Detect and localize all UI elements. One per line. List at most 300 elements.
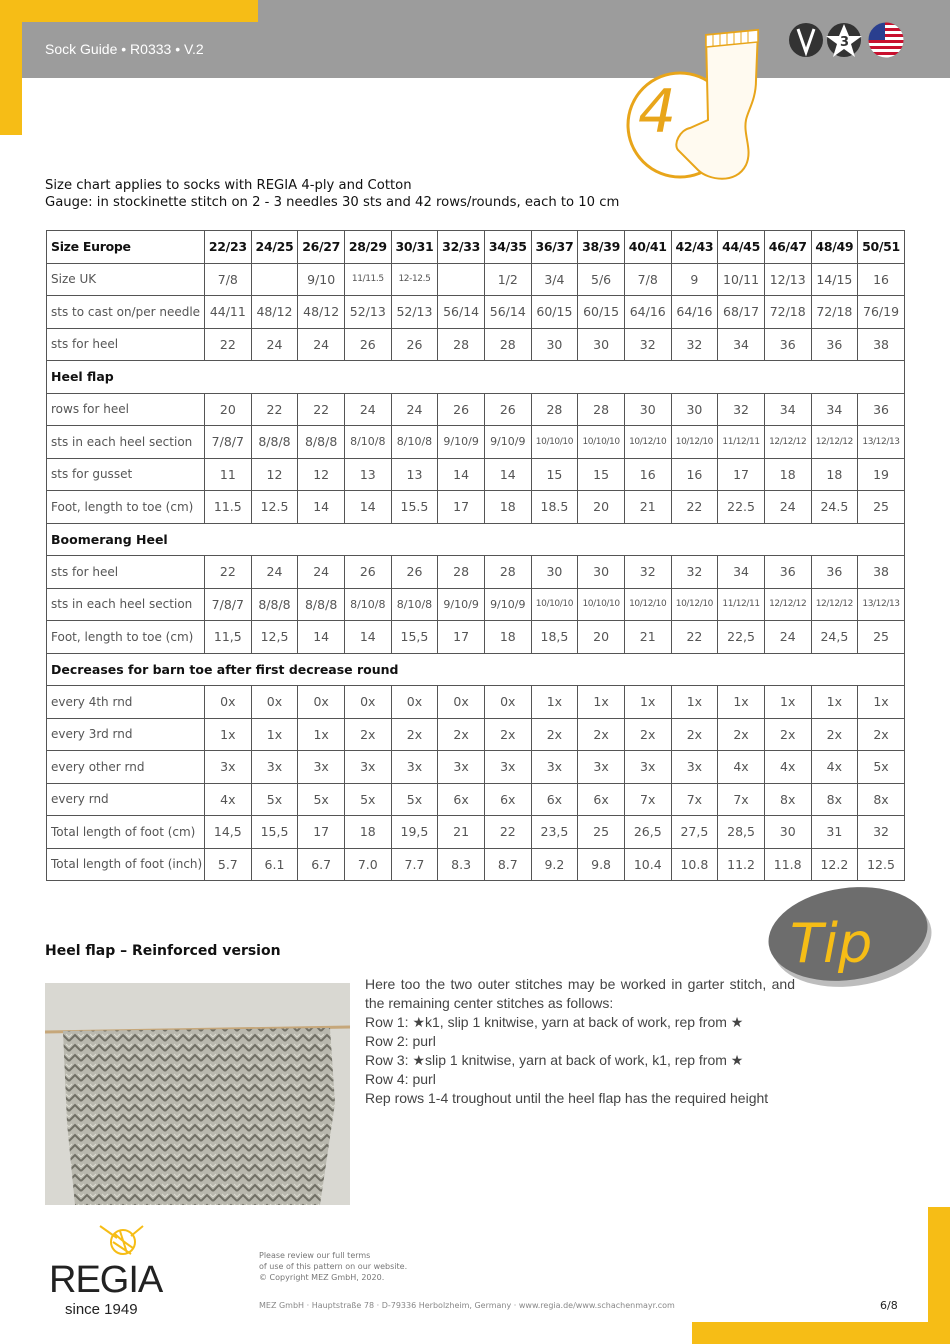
row-label: Foot, length to toe (cm) bbox=[47, 621, 205, 654]
table-cell: 20 bbox=[578, 491, 625, 524]
table-cell: 1x bbox=[624, 686, 671, 719]
table-cell bbox=[438, 263, 485, 296]
size-header: 30/31 bbox=[391, 231, 438, 264]
table-cell: 4x bbox=[811, 751, 858, 784]
table-cell: 26 bbox=[484, 393, 531, 426]
table-cell: 11/12/11 bbox=[718, 588, 765, 621]
table-cell: 30 bbox=[578, 556, 625, 589]
table-cell: 6x bbox=[484, 783, 531, 816]
table-cell: 22 bbox=[484, 816, 531, 849]
table-cell: 3x bbox=[578, 751, 625, 784]
table-cell: 25 bbox=[858, 621, 905, 654]
table-cell: 10/12/10 bbox=[624, 426, 671, 459]
table-cell: 36 bbox=[811, 556, 858, 589]
document-title: Sock Guide • R0333 • V.2 bbox=[45, 41, 204, 57]
table-row bbox=[47, 686, 905, 719]
table-cell: 6.1 bbox=[251, 848, 298, 881]
table-cell: 10/11 bbox=[718, 263, 765, 296]
table-cell: 25 bbox=[578, 816, 625, 849]
heel-intro-text: Here too the two outer stitches may be worked in garter stitch, and the remaining center stitches as follows: bbox=[365, 976, 795, 1011]
row-label: sts in each heel section bbox=[47, 588, 205, 621]
table-cell: 9/10/9 bbox=[484, 588, 531, 621]
table-cell: 8/10/8 bbox=[344, 588, 391, 621]
footer-address: MEZ GmbH · Hauptstraße 78 · D-79336 Herbolzheim, Germany · www.regia.de/www.schachenmayr.com bbox=[259, 1301, 675, 1310]
sock-illustration bbox=[618, 20, 768, 190]
table-cell: 24 bbox=[251, 328, 298, 361]
table-cell: 9.2 bbox=[531, 848, 578, 881]
table-row bbox=[47, 588, 905, 621]
table-cell: 1x bbox=[298, 718, 345, 751]
table-cell: 6.7 bbox=[298, 848, 345, 881]
table-cell: 68/17 bbox=[718, 296, 765, 329]
table-cell: 7x bbox=[624, 783, 671, 816]
table-cell: 3x bbox=[251, 751, 298, 784]
heel-flap-title: Heel flap – Reinforced version bbox=[45, 943, 281, 959]
table-cell: 5.7 bbox=[205, 848, 252, 881]
table-cell: 12/12/12 bbox=[764, 426, 811, 459]
row-label: sts in each heel section bbox=[47, 426, 205, 459]
table-cell: 2x bbox=[484, 718, 531, 751]
footer-terms-note bbox=[259, 1250, 407, 1283]
table-cell: 2x bbox=[764, 718, 811, 751]
table-cell: 7/8/7 bbox=[205, 588, 252, 621]
table-cell: 18.5 bbox=[531, 491, 578, 524]
table-cell: 32 bbox=[624, 556, 671, 589]
table-cell: 2x bbox=[718, 718, 765, 751]
table-cell: 30 bbox=[531, 328, 578, 361]
table-cell: 26 bbox=[391, 328, 438, 361]
table-cell: 22,5 bbox=[718, 621, 765, 654]
table-row bbox=[47, 783, 905, 816]
size-header: 44/45 bbox=[718, 231, 765, 264]
table-cell: 11.5 bbox=[205, 491, 252, 524]
table-row bbox=[47, 458, 905, 491]
table-cell: 26 bbox=[344, 556, 391, 589]
row-label: rows for heel bbox=[47, 393, 205, 426]
table-cell: 6x bbox=[531, 783, 578, 816]
table-cell: 32 bbox=[671, 556, 718, 589]
table-row bbox=[47, 816, 905, 849]
table-cell: 14 bbox=[438, 458, 485, 491]
table-cell: 1x bbox=[858, 686, 905, 719]
size-header: 36/37 bbox=[531, 231, 578, 264]
difficulty-level: 3 bbox=[840, 35, 850, 50]
table-cell: 14 bbox=[298, 491, 345, 524]
table-cell: 8/10/8 bbox=[344, 426, 391, 459]
table-cell: 11.2 bbox=[718, 848, 765, 881]
size-header: 24/25 bbox=[251, 231, 298, 264]
table-cell: 14 bbox=[298, 621, 345, 654]
table-cell: 38 bbox=[858, 556, 905, 589]
table-cell: 4x bbox=[764, 751, 811, 784]
table-cell: 8/8/8 bbox=[298, 426, 345, 459]
table-cell: 8.3 bbox=[438, 848, 485, 881]
table-cell: 9/10/9 bbox=[438, 426, 485, 459]
header-label: Size Europe bbox=[47, 231, 205, 264]
heel-flap-instructions bbox=[365, 975, 795, 1108]
heel-row-4: Row 4: purl bbox=[365, 1071, 436, 1087]
table-cell: 13/12/13 bbox=[858, 426, 905, 459]
table-cell: 10/10/10 bbox=[531, 426, 578, 459]
table-cell: 13/12/13 bbox=[858, 588, 905, 621]
table-cell: 9/10/9 bbox=[484, 426, 531, 459]
logo-brand: REGIA bbox=[49, 1259, 163, 1301]
footer-note-line-1: Please review our full terms bbox=[259, 1251, 371, 1260]
table-cell: 18 bbox=[344, 816, 391, 849]
table-row bbox=[47, 328, 905, 361]
row-label: Foot, length to toe (cm) bbox=[47, 491, 205, 524]
table-cell: 16 bbox=[858, 263, 905, 296]
table-cell: 10/10/10 bbox=[578, 588, 625, 621]
table-cell: 12/12/12 bbox=[811, 588, 858, 621]
table-cell: 31 bbox=[811, 816, 858, 849]
table-cell: 56/14 bbox=[484, 296, 531, 329]
table-cell: 76/19 bbox=[858, 296, 905, 329]
us-flag-icon bbox=[868, 22, 904, 58]
size-header: 42/43 bbox=[671, 231, 718, 264]
table-cell: 7/8 bbox=[205, 263, 252, 296]
row-label: sts for gusset bbox=[47, 458, 205, 491]
table-cell: 12-12.5 bbox=[391, 263, 438, 296]
table-cell: 56/14 bbox=[438, 296, 485, 329]
accent-bar-left bbox=[0, 0, 22, 135]
table-cell: 1x bbox=[764, 686, 811, 719]
table-cell: 3x bbox=[438, 751, 485, 784]
table-cell: 9.8 bbox=[578, 848, 625, 881]
table-cell: 30 bbox=[531, 556, 578, 589]
table-cell: 34 bbox=[811, 393, 858, 426]
table-row bbox=[47, 296, 905, 329]
table-row bbox=[47, 556, 905, 589]
table-cell: 72/18 bbox=[811, 296, 858, 329]
table-row bbox=[47, 426, 905, 459]
size-header: 34/35 bbox=[484, 231, 531, 264]
table-cell: 30 bbox=[764, 816, 811, 849]
table-cell: 9/10/9 bbox=[438, 588, 485, 621]
table-cell: 72/18 bbox=[764, 296, 811, 329]
table-cell: 34 bbox=[764, 393, 811, 426]
section-boomerang-heel-label: Boomerang Heel bbox=[47, 523, 905, 556]
table-cell: 36 bbox=[858, 393, 905, 426]
table-cell: 7x bbox=[718, 783, 765, 816]
table-cell: 36 bbox=[764, 328, 811, 361]
table-cell: 11/12/11 bbox=[718, 426, 765, 459]
table-cell: 21 bbox=[624, 621, 671, 654]
size-header: 50/51 bbox=[858, 231, 905, 264]
table-cell: 5x bbox=[391, 783, 438, 816]
table-cell: 1x bbox=[531, 686, 578, 719]
table-cell: 22 bbox=[251, 393, 298, 426]
table-cell: 28 bbox=[484, 328, 531, 361]
table-cell: 28 bbox=[438, 556, 485, 589]
size-header: 32/33 bbox=[438, 231, 485, 264]
row-label: every 4th rnd bbox=[47, 686, 205, 719]
table-cell: 1x bbox=[578, 686, 625, 719]
table-cell: 8/8/8 bbox=[251, 588, 298, 621]
table-cell: 16 bbox=[624, 458, 671, 491]
table-cell: 17 bbox=[298, 816, 345, 849]
table-cell: 30 bbox=[624, 393, 671, 426]
table-row bbox=[47, 718, 905, 751]
table-cell: 13 bbox=[344, 458, 391, 491]
badge-icons bbox=[788, 20, 908, 60]
table-cell: 11.8 bbox=[764, 848, 811, 881]
table-cell: 34 bbox=[718, 556, 765, 589]
table-cell: 23,5 bbox=[531, 816, 578, 849]
table-cell: 32 bbox=[624, 328, 671, 361]
table-cell: 14 bbox=[344, 621, 391, 654]
table-cell: 20 bbox=[578, 621, 625, 654]
table-cell: 18 bbox=[484, 491, 531, 524]
table-cell: 28 bbox=[484, 556, 531, 589]
table-cell: 24 bbox=[251, 556, 298, 589]
table-cell: 3x bbox=[484, 751, 531, 784]
table-cell: 12.2 bbox=[811, 848, 858, 881]
table-cell: 3x bbox=[531, 751, 578, 784]
table-cell: 5x bbox=[858, 751, 905, 784]
size-header: 22/23 bbox=[205, 231, 252, 264]
table-cell: 11 bbox=[205, 458, 252, 491]
table-cell: 5x bbox=[251, 783, 298, 816]
table-row bbox=[47, 848, 905, 881]
row-label: Total length of foot (inch) bbox=[47, 848, 205, 881]
table-cell: 15,5 bbox=[251, 816, 298, 849]
table-cell: 26 bbox=[391, 556, 438, 589]
table-cell: 12 bbox=[298, 458, 345, 491]
table-cell: 16 bbox=[671, 458, 718, 491]
table-cell: 11,5 bbox=[205, 621, 252, 654]
table-cell: 3x bbox=[205, 751, 252, 784]
table-header-row bbox=[47, 231, 905, 264]
table-cell: 36 bbox=[811, 328, 858, 361]
table-cell: 34 bbox=[718, 328, 765, 361]
table-row bbox=[47, 263, 905, 296]
table-cell: 0x bbox=[251, 686, 298, 719]
table-cell: 17 bbox=[438, 491, 485, 524]
table-cell: 3x bbox=[671, 751, 718, 784]
table-cell: 21 bbox=[624, 491, 671, 524]
table-cell: 24 bbox=[391, 393, 438, 426]
table-cell: 17 bbox=[718, 458, 765, 491]
table-cell: 0x bbox=[344, 686, 391, 719]
table-cell: 2x bbox=[391, 718, 438, 751]
table-cell: 24,5 bbox=[811, 621, 858, 654]
table-cell: 14 bbox=[484, 458, 531, 491]
table-cell: 27,5 bbox=[671, 816, 718, 849]
table-cell: 8.7 bbox=[484, 848, 531, 881]
row-label: sts for heel bbox=[47, 556, 205, 589]
table-cell: 14/15 bbox=[811, 263, 858, 296]
table-cell: 2x bbox=[438, 718, 485, 751]
table-cell: 10.4 bbox=[624, 848, 671, 881]
table-cell: 30 bbox=[578, 328, 625, 361]
row-label: sts to cast on/per needle bbox=[47, 296, 205, 329]
footer-copyright: © Copyright MEZ GmbH, 2020. bbox=[259, 1273, 385, 1282]
table-cell: 4x bbox=[205, 783, 252, 816]
table-cell: 24 bbox=[764, 621, 811, 654]
table-cell: 2x bbox=[858, 718, 905, 751]
row-label: sts for heel bbox=[47, 328, 205, 361]
table-cell: 60/15 bbox=[531, 296, 578, 329]
table-cell: 10/10/10 bbox=[578, 426, 625, 459]
accent-bar-top bbox=[0, 0, 258, 22]
chart-intro bbox=[45, 177, 619, 211]
table-cell: 24 bbox=[298, 556, 345, 589]
table-cell: 12.5 bbox=[858, 848, 905, 881]
table-cell: 9 bbox=[671, 263, 718, 296]
table-cell: 1/2 bbox=[484, 263, 531, 296]
table-cell: 22 bbox=[671, 621, 718, 654]
table-cell: 3x bbox=[391, 751, 438, 784]
sock-number: 4 bbox=[638, 77, 677, 147]
intro-gauge-line: Gauge: in stockinette stitch on 2 - 3 needles 30 sts and 42 rows/rounds, each to 10 cm bbox=[45, 195, 620, 210]
table-cell: 22 bbox=[298, 393, 345, 426]
table-cell: 24 bbox=[298, 328, 345, 361]
table-cell: 10.8 bbox=[671, 848, 718, 881]
table-cell: 24.5 bbox=[811, 491, 858, 524]
table-cell: 6x bbox=[438, 783, 485, 816]
table-cell: 3x bbox=[344, 751, 391, 784]
table-cell: 19,5 bbox=[391, 816, 438, 849]
table-cell: 32 bbox=[858, 816, 905, 849]
table-cell: 24 bbox=[764, 491, 811, 524]
table-cell: 5x bbox=[344, 783, 391, 816]
table-cell: 2x bbox=[671, 718, 718, 751]
table-cell: 48/12 bbox=[251, 296, 298, 329]
table-cell: 20 bbox=[205, 393, 252, 426]
table-cell: 0x bbox=[438, 686, 485, 719]
table-cell: 64/16 bbox=[624, 296, 671, 329]
table-cell: 6x bbox=[578, 783, 625, 816]
table-cell: 8x bbox=[811, 783, 858, 816]
table-cell: 12/12/12 bbox=[811, 426, 858, 459]
logo-since: since 1949 bbox=[65, 1301, 138, 1318]
table-cell: 12.5 bbox=[251, 491, 298, 524]
table-cell: 5/6 bbox=[578, 263, 625, 296]
table-cell: 7.0 bbox=[344, 848, 391, 881]
table-cell: 22 bbox=[671, 491, 718, 524]
size-header: 28/29 bbox=[344, 231, 391, 264]
section-decreases bbox=[47, 653, 905, 686]
table-cell: 2x bbox=[811, 718, 858, 751]
table-cell: 60/15 bbox=[578, 296, 625, 329]
table-cell: 0x bbox=[298, 686, 345, 719]
table-cell: 10/12/10 bbox=[671, 426, 718, 459]
section-heel-flap-label: Heel flap bbox=[47, 361, 905, 394]
table-cell: 0x bbox=[391, 686, 438, 719]
table-cell: 8/8/8 bbox=[251, 426, 298, 459]
table-cell: 0x bbox=[484, 686, 531, 719]
table-cell: 0x bbox=[205, 686, 252, 719]
table-row bbox=[47, 751, 905, 784]
table-cell: 8/10/8 bbox=[391, 426, 438, 459]
table-cell: 25 bbox=[858, 491, 905, 524]
table-cell: 28 bbox=[438, 328, 485, 361]
table-cell: 22.5 bbox=[718, 491, 765, 524]
row-label: Total length of foot (cm) bbox=[47, 816, 205, 849]
table-cell: 9/10 bbox=[298, 263, 345, 296]
table-cell: 3x bbox=[298, 751, 345, 784]
table-cell: 1x bbox=[811, 686, 858, 719]
size-header: 26/27 bbox=[298, 231, 345, 264]
table-cell: 1x bbox=[671, 686, 718, 719]
knitted-swatch-photo bbox=[45, 983, 350, 1205]
size-header: 38/39 bbox=[578, 231, 625, 264]
table-cell: 12 bbox=[251, 458, 298, 491]
table-cell: 1x bbox=[718, 686, 765, 719]
table-cell: 52/13 bbox=[391, 296, 438, 329]
heel-row-3: Row 3: ★slip 1 knitwise, yarn at back of work, k1, rep from ★ bbox=[365, 1052, 744, 1068]
table-cell: 48/12 bbox=[298, 296, 345, 329]
size-header: 40/41 bbox=[624, 231, 671, 264]
table-cell: 10/10/10 bbox=[531, 588, 578, 621]
table-cell: 12,5 bbox=[251, 621, 298, 654]
row-label: Size UK bbox=[47, 263, 205, 296]
table-cell: 18 bbox=[484, 621, 531, 654]
table-cell: 38 bbox=[858, 328, 905, 361]
table-cell: 10/12/10 bbox=[671, 588, 718, 621]
table-cell: 18,5 bbox=[531, 621, 578, 654]
table-cell: 22 bbox=[205, 556, 252, 589]
table-cell: 8x bbox=[764, 783, 811, 816]
table-cell: 8/8/8 bbox=[298, 588, 345, 621]
table-cell: 28,5 bbox=[718, 816, 765, 849]
table-cell: 64/16 bbox=[671, 296, 718, 329]
row-label: every other rnd bbox=[47, 751, 205, 784]
table-cell: 28 bbox=[578, 393, 625, 426]
difficulty-star-icon bbox=[826, 23, 862, 57]
table-row bbox=[47, 393, 905, 426]
section-boomerang-heel bbox=[47, 523, 905, 556]
table-cell: 26,5 bbox=[624, 816, 671, 849]
table-cell: 18 bbox=[764, 458, 811, 491]
size-header: 46/47 bbox=[764, 231, 811, 264]
table-cell: 24 bbox=[344, 393, 391, 426]
heel-row-2: Row 2: purl bbox=[365, 1033, 436, 1049]
tip-label: Tip bbox=[790, 912, 873, 975]
table-cell: 14,5 bbox=[205, 816, 252, 849]
needles-icon bbox=[789, 23, 823, 57]
table-cell: 26 bbox=[344, 328, 391, 361]
table-cell: 32 bbox=[718, 393, 765, 426]
table-cell: 52/13 bbox=[344, 296, 391, 329]
table-cell: 12/12/12 bbox=[764, 588, 811, 621]
table-cell: 19 bbox=[858, 458, 905, 491]
size-chart-table bbox=[46, 230, 905, 881]
row-label: every 3rd rnd bbox=[47, 718, 205, 751]
intro-line-1: Size chart applies to socks with REGIA 4-ply and Cotton bbox=[45, 178, 412, 193]
table-cell: 4x bbox=[718, 751, 765, 784]
table-cell: 26 bbox=[438, 393, 485, 426]
table-cell: 3/4 bbox=[531, 263, 578, 296]
table-cell: 2x bbox=[578, 718, 625, 751]
table-cell: 44/11 bbox=[205, 296, 252, 329]
table-cell: 32 bbox=[671, 328, 718, 361]
table-cell: 18 bbox=[811, 458, 858, 491]
table-cell: 36 bbox=[764, 556, 811, 589]
table-cell: 1x bbox=[251, 718, 298, 751]
table-cell: 2x bbox=[531, 718, 578, 751]
table-cell: 28 bbox=[531, 393, 578, 426]
table-cell: 7/8 bbox=[624, 263, 671, 296]
table-cell: 17 bbox=[438, 621, 485, 654]
table-cell: 1x bbox=[205, 718, 252, 751]
table-cell: 14 bbox=[344, 491, 391, 524]
regia-logo bbox=[45, 1222, 185, 1322]
heel-row-1: Row 1: ★k1, slip 1 knitwise, yarn at back of work, rep from ★ bbox=[365, 1014, 744, 1030]
table-cell: 15.5 bbox=[391, 491, 438, 524]
table-cell: 11/11.5 bbox=[344, 263, 391, 296]
